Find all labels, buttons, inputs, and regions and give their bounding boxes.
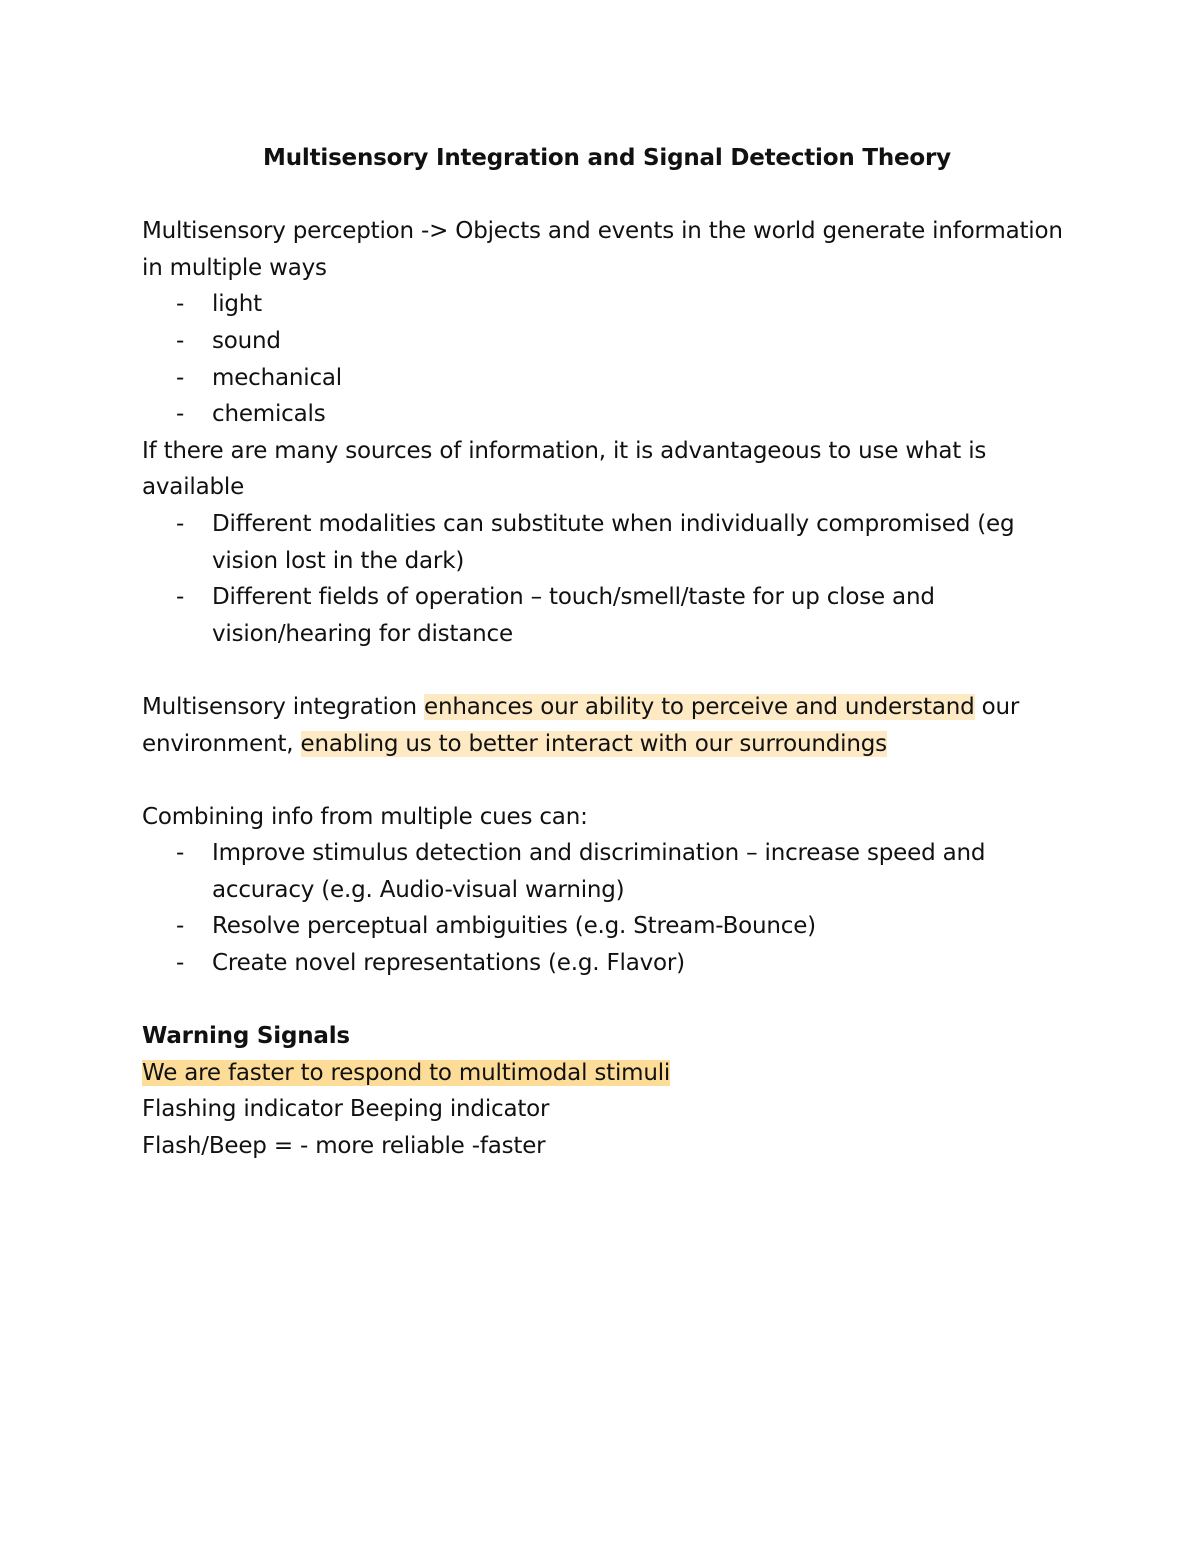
dash-bullet: - [176,401,185,428]
dash-bullet: - [176,950,185,977]
dash-bullet: - [176,913,185,940]
list-item [142,579,1072,652]
list-item-text: Create novel representations (e.g. Flavor) [212,950,685,977]
blank-line [142,982,1072,1019]
document-title: Multisensory Integration and Signal Detection Theory [263,145,951,171]
list-item-text: chemicals [212,401,326,428]
list-item-text: sound [212,327,281,354]
blank-line [142,762,1072,799]
list-item-text: Different modalities can substitute when individually compromised (eg vision lost in the dark) [212,510,1015,574]
intro-list [142,286,1072,432]
section-heading: Warning Signals [142,1023,350,1050]
list-item [142,945,1072,982]
list-item-text: Different fields of operation – touch/smell/taste for up close and vision/hearing for distance [212,584,935,647]
list-item [142,323,1072,360]
list-item-text: Improve stimulus detection and discrimination – increase speed and accuracy (e.g. Audio-visual warning) [212,840,986,903]
list-item [142,835,1072,908]
intro-paragraph: Multisensory perception -> Objects and events in the world generate information in multiple ways [142,218,1063,281]
list-item [142,286,1072,323]
list-item-text: mechanical [212,364,342,391]
integration-text: our environment, [142,693,1020,757]
list-item [142,908,1072,945]
warning-highlight-paragraph [142,1055,1072,1092]
sources-paragraph: If there are many sources of information, it is advantageous to use what is available [142,437,987,501]
dash-bullet: - [176,327,185,354]
list-item [142,360,1072,397]
dash-bullet: - [176,840,185,867]
list-item-text: light [212,291,262,318]
blank-line [142,652,1072,689]
combining-paragraph: Combining info from multiple cues can: [142,803,588,830]
list-item [142,396,1072,433]
sources-list [142,506,1072,652]
dash-bullet: - [176,291,185,318]
integration-paragraph [142,689,1072,762]
integration-text: Multisensory integration [142,693,425,720]
warning-line: Flash/Beep = - more reliable -faster [142,1133,546,1160]
warning-highlight: We are faster to respond to multimodal stimuli [142,1059,671,1086]
list-item [142,506,1072,579]
dash-bullet: - [176,510,185,537]
list-item-text: Resolve perceptual ambiguities (e.g. Stream-Bounce) [212,913,816,940]
combining-list [142,835,1072,981]
integration-highlight: enabling us to better interact with our surroundings [300,730,887,757]
integration-highlight: enhances our ability to perceive and understand [424,693,975,720]
dash-bullet: - [176,364,185,391]
document-page [142,140,1072,1165]
dash-bullet: - [176,584,185,611]
warning-line: Flashing indicator Beeping indicator [142,1096,550,1123]
